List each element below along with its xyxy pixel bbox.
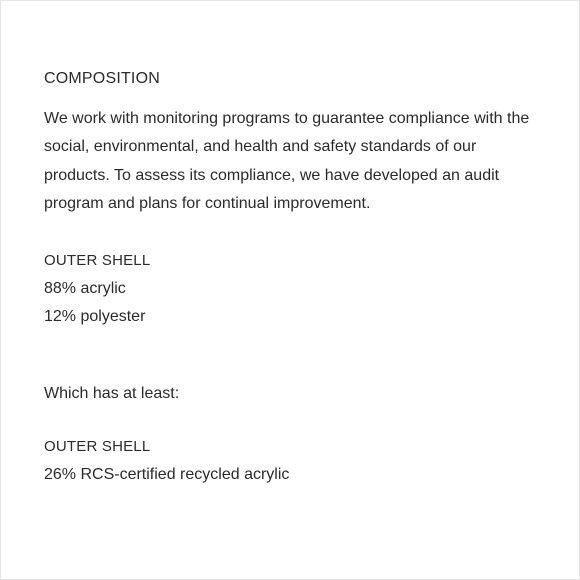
which-has-at-least-text: Which has at least: — [44, 384, 180, 402]
outer-shell-label: OUTER SHELL — [44, 437, 151, 455]
recycled-outer-shell-section — [44, 433, 544, 489]
compliance-description: We work with monitoring programs to guarantee compliance with the social, environmental, and health and safety standards of our products. To assess its compliance, we have developed an audit program and plans for continual improvement. — [44, 110, 530, 213]
material-item: 88% acrylic — [44, 279, 126, 297]
material-item: 12% polyester — [44, 307, 146, 325]
material-item: 26% RCS-certified recycled acrylic — [44, 465, 290, 483]
outer-shell-section — [44, 247, 544, 331]
outer-shell-label: OUTER SHELL — [44, 251, 151, 269]
composition-heading: COMPOSITION — [44, 70, 160, 87]
composition-panel — [44, 67, 544, 489]
